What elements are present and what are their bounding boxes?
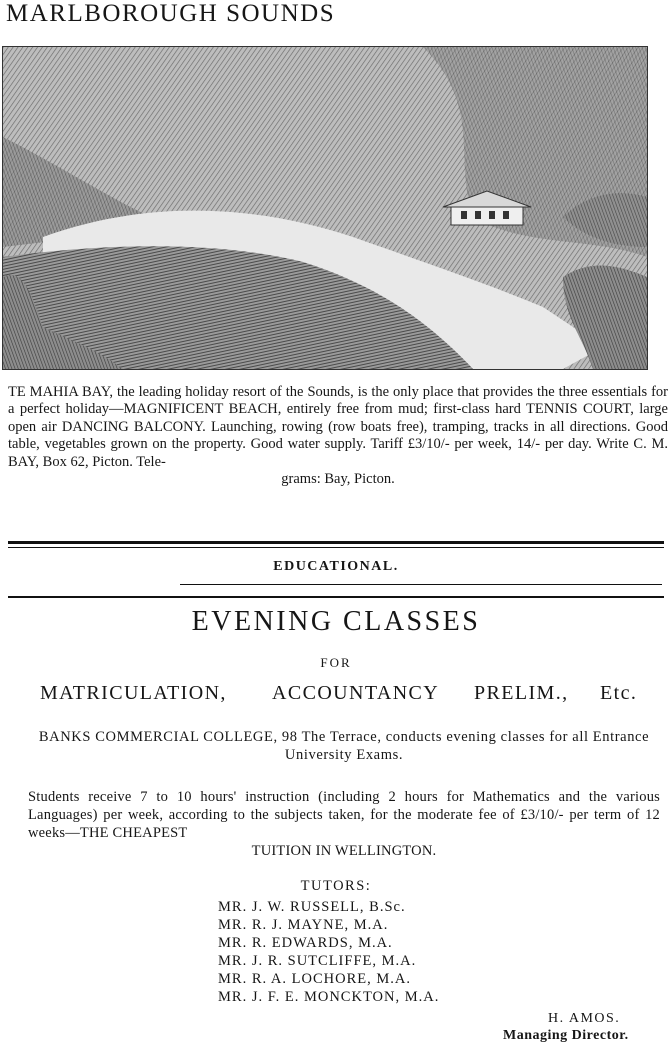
resort-photo-illustration <box>3 47 647 369</box>
subject-accountancy: ACCOUNTANCY <box>272 682 440 704</box>
college-intro: BANKS COMMERCIAL COLLEGE, 98 The Terrace, conducts evening classes for all Entrance University Exams. <box>38 729 650 763</box>
divider-thin <box>8 547 664 548</box>
resort-description <box>8 384 668 488</box>
tutor-item: MR. J. W. RUSSELL, B.Sc. <box>218 899 406 915</box>
tutor-item: MR. R. EDWARDS, M.A. <box>218 935 393 951</box>
tutors-label: TUTORS: <box>300 878 372 894</box>
subject-etc: Etc. <box>600 682 638 704</box>
subject-matriculation: MATRICULATION, <box>40 682 227 704</box>
for-label: FOR <box>320 655 352 670</box>
course-details-end: TUITION IN WELLINGTON. <box>251 843 437 859</box>
course-details <box>28 788 660 860</box>
resort-description-end: grams: Bay, Picton. <box>281 471 395 488</box>
tutor-item: MR. J. R. SUTCLIFFE, M.A. <box>218 953 417 969</box>
course-details-text: Students receive 7 to 10 hours' instruction (including 2 hours for Mathematics and the various Languages) per week, according to the subjects taken, for the moderate fee of £3/10/- per term of 12 weeks—THE CHEAPEST <box>28 789 660 841</box>
divider-section <box>8 596 664 598</box>
director-name: H. AMOS. <box>548 1011 621 1026</box>
tutor-item: MR. R. A. LOCHORE, M.A. <box>218 971 411 987</box>
tutor-item: MR. R. J. MAYNE, M.A. <box>218 917 389 933</box>
tutor-item: MR. J. F. E. MONCKTON, M.A. <box>218 989 440 1005</box>
director-title: Managing Director. <box>503 1028 629 1043</box>
classes-heading: EVENING CLASSES <box>191 606 481 637</box>
resort-photo <box>2 46 648 370</box>
subject-prelim: PRELIM., <box>474 682 569 704</box>
resort-ad-title: MARLBOROUGH SOUNDS <box>6 0 336 27</box>
resort-description-text: TE MAHIA BAY, the leading holiday resort of the Sounds, is the only place that provides the three essentials for a perfect holiday—MAGNIFICENT BEACH, entirely free from mud; first-class hard TENNIS COURT, large open air DANCING BALCONY. Launching, rowing (row boats free), tramping, tracks in all directions. Good table, vegetables grown on the property. Good water supply. Tariff £3/10/- per week, 14/- per day. Write C. M. BAY, Box 62, Picton. Tele- <box>8 384 668 470</box>
section-label: EDUCATIONAL. <box>273 559 399 574</box>
divider-top-right <box>180 584 662 585</box>
divider-thick <box>8 541 664 544</box>
